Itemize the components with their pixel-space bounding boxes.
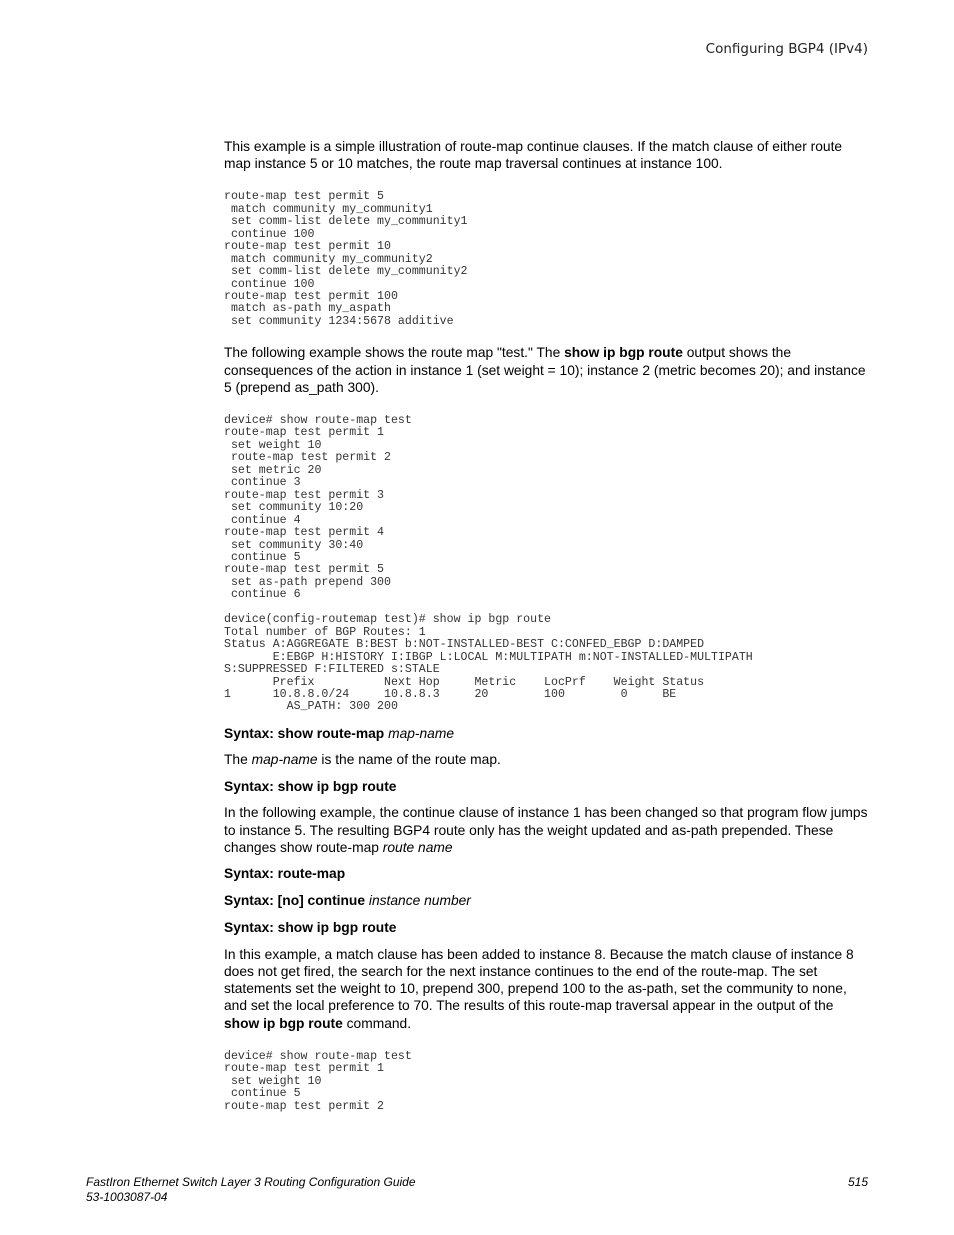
syntax-show-ip-bgp-route: Syntax: show ip bgp route — [224, 779, 397, 795]
syntax-show-ip-bgp-route-2: Syntax: show ip bgp route — [224, 919, 397, 935]
syntax-no-continue: Syntax: [no] continue instance number — [224, 893, 471, 909]
map-name-description: The map-name is the name of the route map. — [224, 752, 501, 768]
code-example-show-route-map-2: device# show route-map test route-map test permit 1 set weight 10 continue 5 route-map test permit 2 — [224, 1049, 412, 1113]
code-example-continue-clauses: route-map test permit 5 match community my_community1 set comm-list delete my_community1 continue 100 route-map test permit 10 match community my_community2 set comm-list delete my_community2 continue 100 route-map test permit 100 match as-path my_aspath set community 1234:5678 additive — [224, 190, 468, 328]
syntax-show-route-map: Syntax: show route-map map-name — [224, 725, 455, 741]
command-show-ip-bgp-route: show ip bgp route — [564, 345, 683, 361]
code-example-show-route-map: device# show route-map test route-map test permit 1 set weight 10 route-map test permit 2 set metric 20 continue 3 route-map test permit 3 set community 10:20 continue 4 route-map test permit 4 set community 30:40 continue 5 route-map test permit 5 set as-path prepend 300 continue 6 device(config-routemap test)# show ip bgp route Total number of BGP Routes: 1 Status A:AGGREGATE B:BEST b:NOT-INSTALLED-BEST C:CONFED_EBGP D:DAMPED E:EBGP H:HISTORY I:IBGP L:LOCAL M:MULTIPATH m:NOT-INSTALLED-MULTIPATH S:SUPPRESSED F:FILTERED s:STALE Prefix Next Hop Metric LocPrf Weight Status 1 10.8.8.0/24 10.8.8.3 20 100 0 BE AS_PATH: 300 200 — [224, 414, 753, 714]
footer-guide-title: FastIron Ethernet Switch Layer 3 Routing Configuration Guide — [86, 1175, 416, 1189]
running-header: Configuring BGP4 (IPv4) — [705, 41, 868, 57]
page-number: 515 — [847, 1175, 868, 1189]
match-clause-paragraph: In this example, a match clause has been added to instance 8. Because the match clause of instance 8 does not get fired, the search for the next instance continues to the end of the route-map. The set statements set the weight to 10, prepend 300, prepend 100 to the as-path, set the community to none, and set the local preference to 70. The results of this route-map traversal appear in the output of the show ip bgp route command. — [224, 946, 854, 1031]
page-body — [224, 138, 869, 1113]
route-map-test-paragraph: The following example shows the route map "test." The show ip bgp route output shows the consequences of the action in instance 1 (set weight = 10); instance 2 (metric becomes 20); and instance 5 (prepend as_path 300). — [224, 345, 866, 395]
footer-doc-number: 53-1003087-04 — [86, 1190, 168, 1204]
intro-paragraph: This example is a simple illustration of route-map continue clauses. If the match clause of either route map instance 5 or 10 matches, the route map traversal continues at instance 100. — [224, 139, 843, 172]
syntax-route-map: Syntax: route-map — [224, 866, 346, 882]
continue-change-paragraph: In the following example, the continue clause of instance 1 has been changed so that program flow jumps to instance 5. The resulting BGP4 route only has the weight updated and as-path prepended. These changes show route-map route name — [224, 805, 868, 855]
footer-document-info — [86, 1175, 416, 1205]
